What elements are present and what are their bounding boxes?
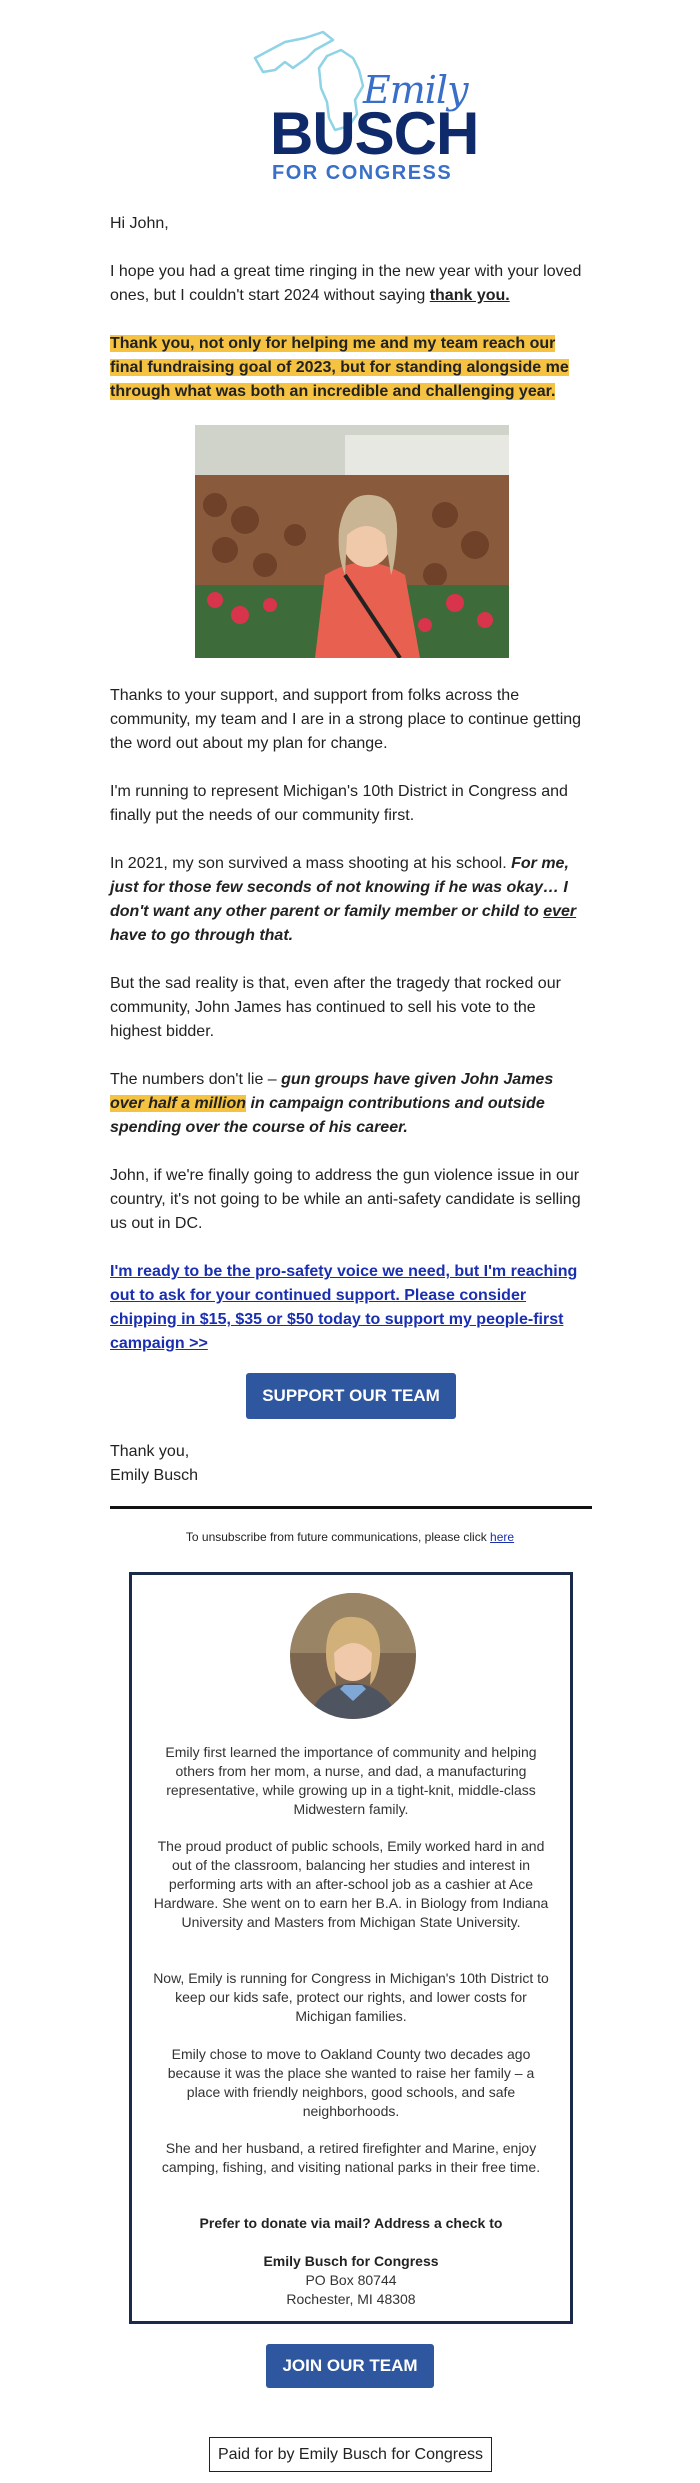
campaign-logo: [245, 28, 479, 188]
unsubscribe-line: [0, 1530, 700, 1544]
intro-text: I hope you had a great time ringing in the new year with your loved ones, but I couldn't start 2024 without saying: [110, 263, 582, 304]
john-paragraph: John, if we're finally going to address the gun violence issue in our country, it's not going to be while an anti-safety candidate is selling us out in DC.: [110, 1167, 581, 1232]
bio-paragraph-4: Emily chose to move to Oakland County two decades ago because it was the place she wanted to raise her family – a place with friendly neighbors, good schools, and safe neighborhoods.: [167, 2046, 535, 2119]
intro-paragraph: [110, 260, 590, 308]
numbers-bold-b: in campaign contributions and outside spending over the course of his career.: [110, 1095, 545, 1136]
son-bold-b: have to go through that.: [110, 927, 294, 944]
mail-name: Emily Busch for Congress: [263, 2253, 439, 2269]
cta-paragraph: [110, 1260, 590, 1356]
support-our-team-button[interactable]: SUPPORT OUR TEAM: [246, 1373, 456, 1419]
support-paragraph: Thanks to your support, and support from folks across the community, my team and I are in a strong place to continue getting the word out about my plan for change.: [110, 687, 582, 752]
logo-last-name: BUSCH: [270, 100, 479, 167]
son-lead: In 2021, my son survived a mass shooting at his school.: [110, 855, 512, 872]
join-our-team-button[interactable]: JOIN OUR TEAM: [266, 2344, 434, 2388]
son-paragraph: [110, 852, 590, 948]
donate-link[interactable]: I'm ready to be the pro-safety voice we need, but I'm reaching out to ask for your continued support. Please consider chipping in $15, $35 or $50 today to support my people-first campaign >>: [110, 1263, 578, 1352]
bio-paragraph-5: She and her husband, a retired firefighter and Marine, enjoy camping, fishing, and visiting national parks in their free time.: [161, 2140, 541, 2175]
bio-paragraph-3: Now, Emily is running for Congress in Michigan's 10th District to keep our kids safe, protect our rights, and lower costs for Michigan families.: [153, 1970, 549, 2024]
numbers-paragraph: [110, 1068, 590, 1140]
intro-thank-you: thank you.: [429, 287, 510, 304]
son-bold-a: For me, just for those few seconds of not knowing if he was okay… I don't want any other parent or family member or child to: [110, 855, 569, 920]
mail-city: Rochester, MI 48308: [286, 2291, 416, 2307]
logo-tagline: FOR CONGRESS: [272, 162, 453, 184]
greeting: Hi John,: [110, 215, 169, 232]
paid-for-disclaimer: Paid for by Emily Busch for Congress: [209, 2437, 492, 2472]
highlight-paragraph: [110, 332, 590, 404]
sad-reality-paragraph: But the sad reality is that, even after the tragedy that rocked our community, John James has continued to sell his vote to the highest bidder.: [110, 975, 561, 1040]
unsubscribe-text: To unsubscribe from future communications, please click: [185, 1530, 491, 1544]
numbers-highlight: over half a million: [110, 1095, 247, 1112]
running-paragraph: I'm running to represent Michigan's 10th District in Congress and finally put the needs of our community first.: [110, 783, 568, 824]
unsubscribe-link[interactable]: here: [490, 1530, 515, 1544]
divider: [110, 1506, 592, 1509]
avatar: [290, 1593, 416, 1719]
highlight-text: Thank you, not only for helping me and my team reach our final fundraising goal of 2023, but for standing alongside me through what was both an incredible and challenging year.: [110, 335, 569, 400]
signoff-line1: Thank you,: [110, 1443, 190, 1460]
logo-first-name: Emily: [363, 68, 468, 112]
mail-heading: Prefer to donate via mail? Address a check to: [199, 2215, 503, 2231]
signoff-name: Emily Busch: [110, 1467, 199, 1484]
numbers-bold-a: gun groups have given John James: [281, 1071, 554, 1088]
bio-box: [129, 1572, 573, 2324]
mail-po-box: PO Box 80744: [305, 2272, 397, 2288]
bio-paragraph-2: The proud product of public schools, Emily worked hard in and out of the classroom, balancing her studies and interest in performing arts with an after-school job as a cashier at Ace Hardware. She went on to earn her B.A. in Biology from Indiana University and Masters from Michigan State University.: [153, 1838, 549, 1930]
bio-paragraph-1: Emily first learned the importance of community and helping others from her mom, a nurse, and dad, a manufacturing representative, while growing up in a tight-knit, middle-class Midwestern family.: [165, 1744, 537, 1817]
candidate-photo: [195, 425, 509, 658]
numbers-lead: The numbers don't lie –: [110, 1071, 282, 1088]
son-bold-ever: ever: [543, 903, 577, 920]
